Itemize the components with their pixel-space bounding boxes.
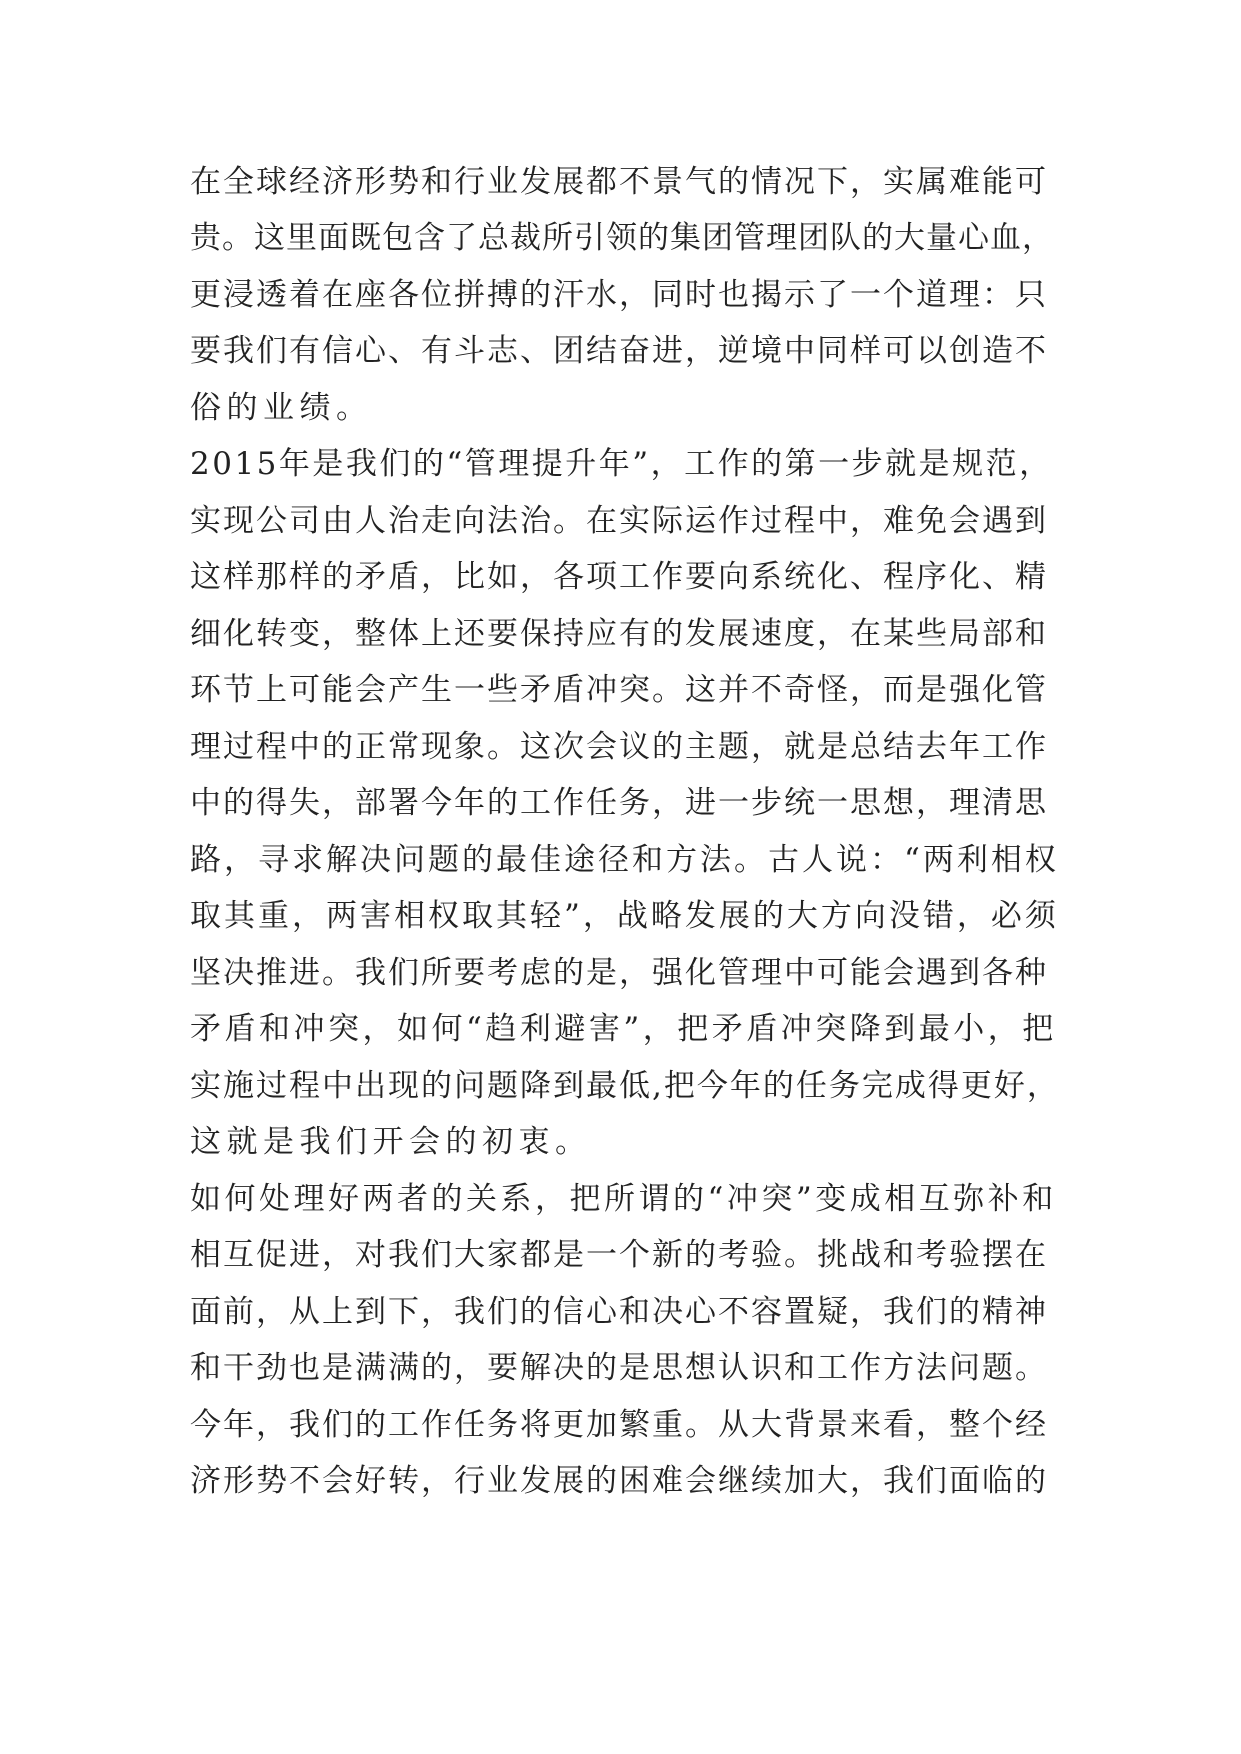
text-line: 济形势不会好转，行业发展的困难会继续加大，我们面临的 bbox=[190, 1463, 1048, 1499]
text-line: 中的得失，部署今年的工作任务，进一步统一思想，理清思 bbox=[190, 785, 1048, 821]
text-line: 面前，从上到下，我们的信心和决心不容置疑，我们的精神 bbox=[190, 1294, 1048, 1330]
text-line: 贵。这里面既包含了总裁所引领的集团管理团队的大量心血， bbox=[190, 220, 1054, 256]
text-line: 这就是我们开会的初衷。 bbox=[190, 1124, 592, 1160]
text-line: 环节上可能会产生一些矛盾冲突。这并不奇怪，而是强化管 bbox=[190, 672, 1048, 708]
text-line: 2015年是我们的“管理提升年”，工作的第一步就是规范， bbox=[190, 446, 1053, 482]
text-line: 如何处理好两者的关系，把所谓的“冲突”变成相互弥补和 bbox=[190, 1181, 1057, 1217]
text-line: 相互促进，对我们大家都是一个新的考验。挑战和考验摆在 bbox=[190, 1237, 1048, 1273]
text-line: 要我们有信心、有斗志、团结奋进，逆境中同样可以创造不 bbox=[190, 333, 1048, 369]
text-line: 坚决推进。我们所要考虑的是，强化管理中可能会遇到各种 bbox=[190, 955, 1048, 991]
text-line: 在全球经济形势和行业发展都不景气的情况下，实属难能可 bbox=[190, 164, 1048, 200]
text-line: 更浸透着在座各位拼搏的汗水，同时也揭示了一个道理：只 bbox=[190, 277, 1048, 313]
text-line: 这样那样的矛盾，比如，各项工作要向系统化、程序化、精 bbox=[190, 559, 1048, 595]
text-line: 路，寻求解决问题的最佳途径和方法。古人说：“两利相权 bbox=[190, 842, 1059, 878]
text-line: 取其重，两害相权取其轻”，战略发展的大方向没错，必须 bbox=[190, 898, 1059, 934]
text-line: 细化转变，整体上还要保持应有的发展速度，在某些局部和 bbox=[190, 616, 1048, 652]
text-line: 实施过程中出现的问题降到最低,把今年的任务完成得更好， bbox=[190, 1068, 1060, 1104]
text-line: 实现公司由人治走向法治。在实际运作过程中，难免会遇到 bbox=[190, 503, 1048, 539]
text-line: 理过程中的正常现象。这次会议的主题，就是总结去年工作 bbox=[190, 729, 1048, 765]
text-line: 俗的业绩。 bbox=[190, 390, 373, 426]
text-line: 矛盾和冲突，如何“趋利避害”，把矛盾冲突降到最小，把 bbox=[190, 1011, 1057, 1047]
text-line: 今年，我们的工作任务将更加繁重。从大背景来看，整个经 bbox=[190, 1407, 1048, 1443]
text-line: 和干劲也是满满的，要解决的是思想认识和工作方法问题。 bbox=[190, 1350, 1048, 1386]
